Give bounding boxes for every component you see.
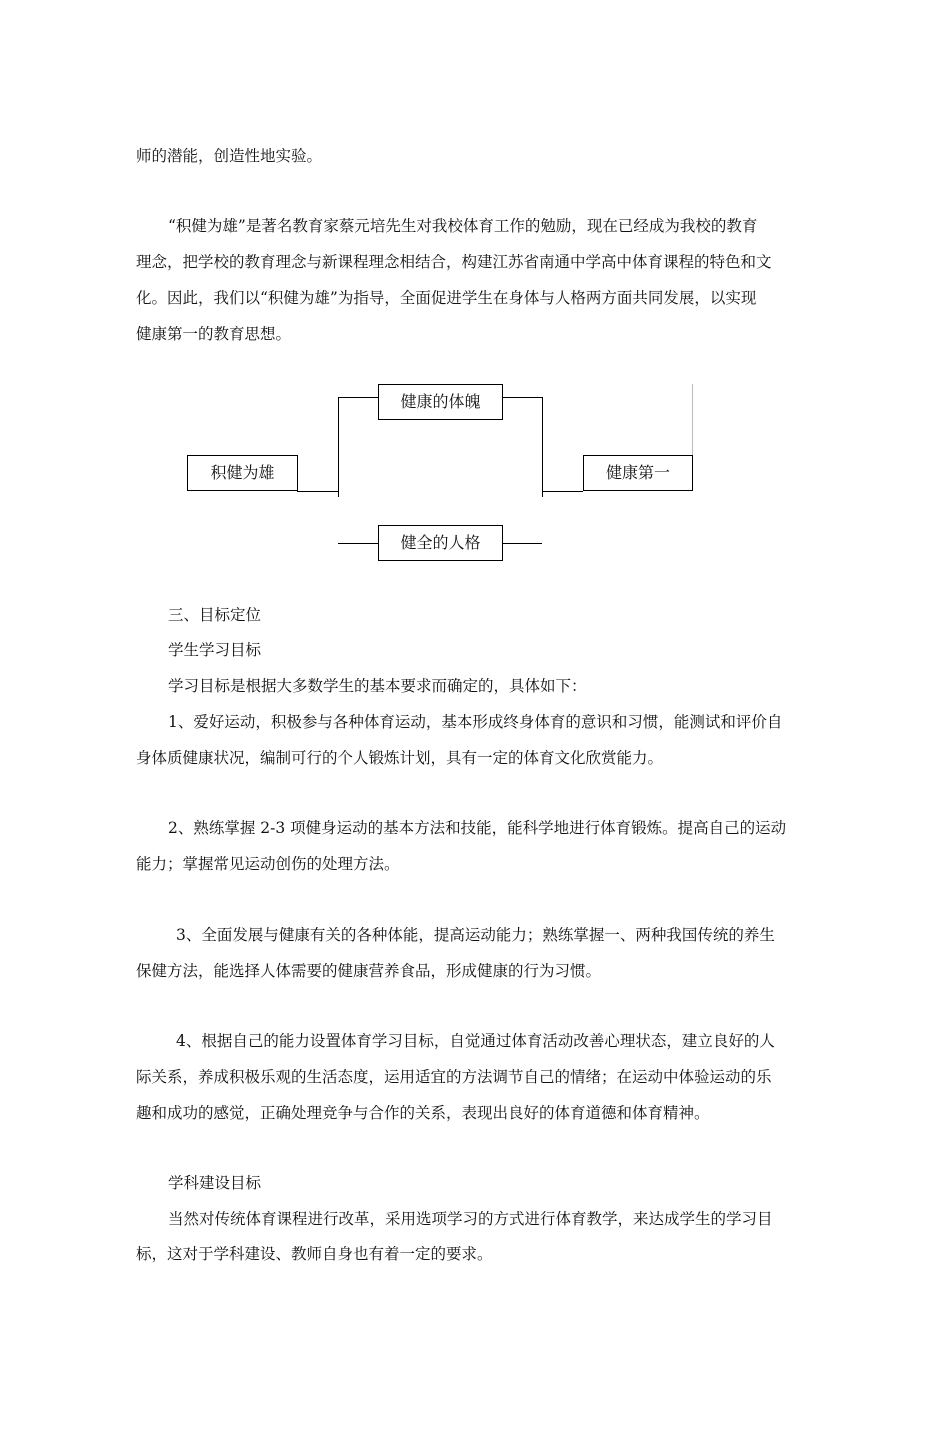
diagram-box-top: 健康的体魄 [378, 384, 503, 420]
connector-right-vertical [542, 397, 543, 497]
diagram-box-left: 积健为雄 [187, 455, 298, 491]
goal-3-line-2: 保健方法，能选择人体需要的健康营养食品，形成健康的行为习惯。 [136, 962, 602, 980]
philosophy-line-2: 理念，把学校的教育理念与新课程理念相结合，构建江苏省南通中学高中体育课程的特色和文 [136, 253, 772, 271]
connector-left-out [297, 491, 338, 492]
intro-tail-text: 师的潜能，创造性地实验。 [136, 147, 323, 165]
connector-top-right [501, 397, 542, 398]
connector-left-vertical [338, 397, 339, 497]
goal-3-line-1: 3、全面发展与健康有关的各种体能，提高运动能力；熟练掌握一、两种我国传统的养生 [176, 926, 775, 944]
philosophy-line-4: 健康第一的教育思想。 [136, 325, 292, 343]
discipline-goals-heading: 学科建设目标 [168, 1174, 262, 1192]
diagram-frame-edge [692, 384, 693, 457]
student-goals-intro: 学习目标是根据大多数学生的基本要求而确定的，具体如下： [168, 677, 587, 695]
diagram-box-bottom: 健全的人格 [378, 525, 503, 561]
student-goals-heading: 学生学习目标 [168, 641, 262, 659]
goal-4-line-2: 际关系，养成积极乐观的生活态度，运用适宜的方法调节自己的情绪；在运动中体验运动的乐 [136, 1068, 772, 1086]
connector-bottom-left [338, 543, 378, 544]
discipline-goals-line-1: 当然对传统体育课程进行改革，采用选项学习的方式进行体育教学，来达成学生的学习目 [168, 1210, 773, 1228]
section-title: 三、目标定位 [168, 606, 262, 624]
goal-4-line-1: 4、根据自己的能力设置体育学习目标，自觉通过体育活动改善心理状态，建立良好的人 [176, 1032, 775, 1050]
connector-right-in [542, 491, 583, 492]
philosophy-line-3: 化。因此，我们以“积健为雄”为指导，全面促进学生在身体与人格两方面共同发展，以实现 [136, 289, 757, 307]
goal-1-line-1: 1、爱好运动，积极参与各种体育运动，基本形成终身体育的意识和习惯，能测试和评价自 [168, 713, 783, 731]
goal-2-line-2: 能力；掌握常见运动创伤的处理方法。 [136, 855, 400, 873]
philosophy-line-1: “积健为雄”是著名教育家蔡元培先生对我校体育工作的勉励，现在已经成为我校的教育 [168, 217, 758, 235]
goal-1-line-2: 身体质健康状况，编制可行的个人锻炼计划，具有一定的体育文化欣赏能力。 [136, 749, 664, 767]
diagram-box-right: 健康第一 [583, 455, 693, 491]
goal-2-line-1: 2、熟练掌握 2-3 项健身运动的基本方法和技能，能科学地进行体育锻炼。提高自己的运动 [168, 819, 787, 837]
connector-top-left [338, 397, 378, 398]
goal-4-line-3: 趣和成功的感觉，正确处理竞争与合作的关系，表现出良好的体育道德和体育精神。 [136, 1104, 710, 1122]
discipline-goals-line-2: 标，这对于学科建设、教师自身也有着一定的要求。 [136, 1245, 493, 1263]
connector-bottom-right [501, 543, 542, 544]
